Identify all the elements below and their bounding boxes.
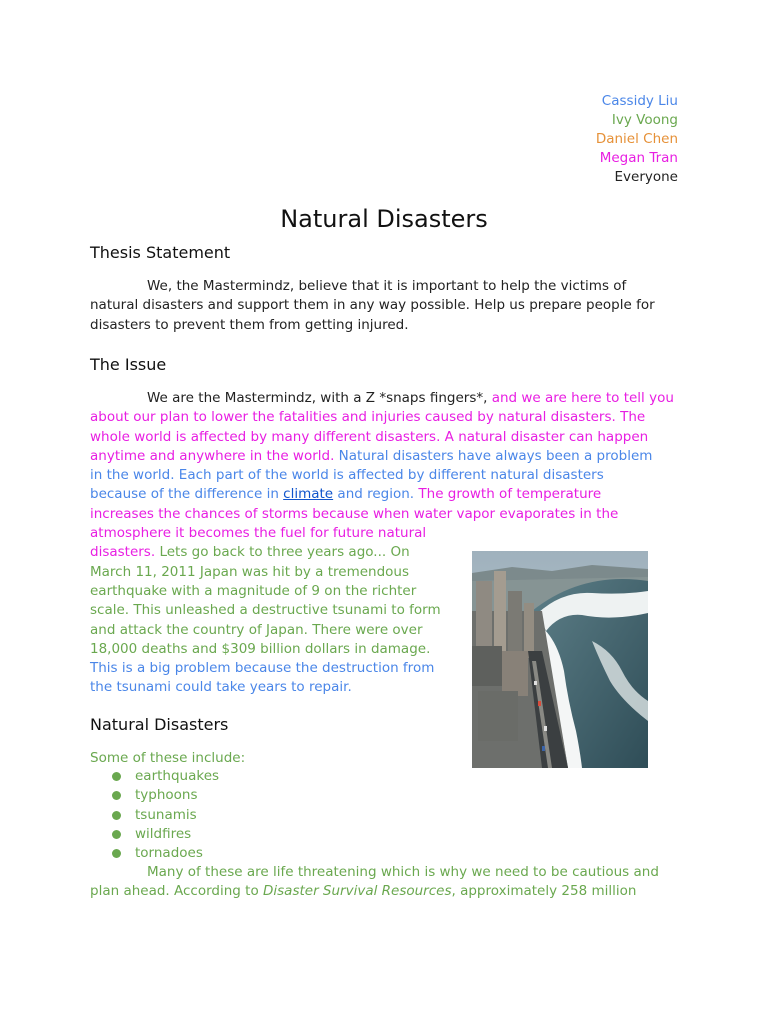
author-name: Megan Tran <box>599 150 678 166</box>
issue-text: Lets go back to three years ago... On <box>159 544 410 561</box>
issue-text: disasters. <box>90 544 160 561</box>
thesis-line: disasters to prevent them from getting injured. <box>90 316 409 333</box>
author-name: Cassidy Liu <box>601 93 678 109</box>
thesis-heading: Thesis Statement <box>90 243 231 262</box>
climate-link[interactable]: climate <box>283 486 334 503</box>
issue-text: We are the Mastermindz, with a Z *snaps fingers*, <box>147 390 492 406</box>
bullet-icon <box>112 811 121 820</box>
author-name: Ivy Voong <box>611 112 678 128</box>
issue-heading: The Issue <box>90 355 167 374</box>
issue-text: in the world. Each part of the world is affected by different natural disasters <box>90 467 604 484</box>
disasters-intro: Some of these include: <box>90 750 246 766</box>
list-item-label: wildfires <box>135 825 192 842</box>
issue-text: The growth of temperature <box>418 486 602 503</box>
issue-text: and we are here to tell you <box>491 390 674 406</box>
list-item-label: tsunamis <box>135 806 197 823</box>
disasters-text: , approximately 258 million <box>451 883 637 900</box>
issue-text: This is a big problem because the destruction from <box>90 660 435 677</box>
issue-text: anytime and anywhere in the world. <box>90 447 339 464</box>
disaster-list <box>112 767 219 863</box>
author-name: Daniel Chen <box>595 131 678 147</box>
issue-text: and region. <box>333 486 419 503</box>
thesis-line: We, the Mastermindz, believe that it is important to help the victims of <box>147 278 627 294</box>
author-list <box>596 92 678 187</box>
issue-text: scale. This unleashed a destructive tsunami to form <box>90 602 441 619</box>
bullet-icon <box>112 772 121 781</box>
issue-text: whole world is affected by many different disasters. A natural disaster can happen <box>90 428 649 445</box>
issue-text: increases the chances of storms because when water vapor evaporates in the <box>90 505 619 522</box>
list-item <box>112 825 219 844</box>
disasters-heading: Natural Disasters <box>90 715 229 734</box>
disasters-text: plan ahead. According to <box>90 883 263 900</box>
issue-text: 18,000 deaths and $309 billion dollars in damage. <box>90 640 431 657</box>
list-item-label: tornadoes <box>135 845 203 862</box>
disasters-text: Many of these are life threatening which is why we need to be cautious and <box>147 864 659 880</box>
thesis-line: natural disasters and support them in any way possible. Help us prepare people for <box>90 297 655 314</box>
issue-text: earthquake with a magnitude of 9 on the richter <box>90 582 417 599</box>
bullet-icon <box>112 830 121 839</box>
list-item <box>112 767 219 786</box>
issue-text: atmosphere it becomes the fuel for future natural <box>90 525 427 542</box>
bullet-icon <box>112 791 121 800</box>
list-item <box>112 786 219 805</box>
list-item <box>112 806 219 825</box>
issue-text: March 11, 2011 Japan was hit by a tremendous <box>90 563 410 580</box>
list-item-label: typhoons <box>135 787 198 804</box>
list-item <box>112 844 219 863</box>
issue-text: Natural disasters have always been a problem <box>338 447 653 464</box>
source-citation: Disaster Survival Resources <box>263 883 452 900</box>
issue-text: because of the difference in <box>90 486 284 503</box>
list-item-label: earthquakes <box>135 768 220 784</box>
author-name: Everyone <box>614 169 678 185</box>
document-title: Natural Disasters <box>280 205 488 233</box>
bullet-icon <box>112 849 121 858</box>
issue-text: about our plan to lower the fatalities and injuries caused by natural disasters. The <box>90 409 646 426</box>
disasters-paragraph <box>90 863 680 902</box>
thesis-paragraph <box>90 277 680 335</box>
tsunami-photo <box>472 551 648 768</box>
issue-text: the tsunami could take years to repair. <box>90 679 352 696</box>
issue-text: and attack the country of Japan. There were over <box>90 621 423 638</box>
